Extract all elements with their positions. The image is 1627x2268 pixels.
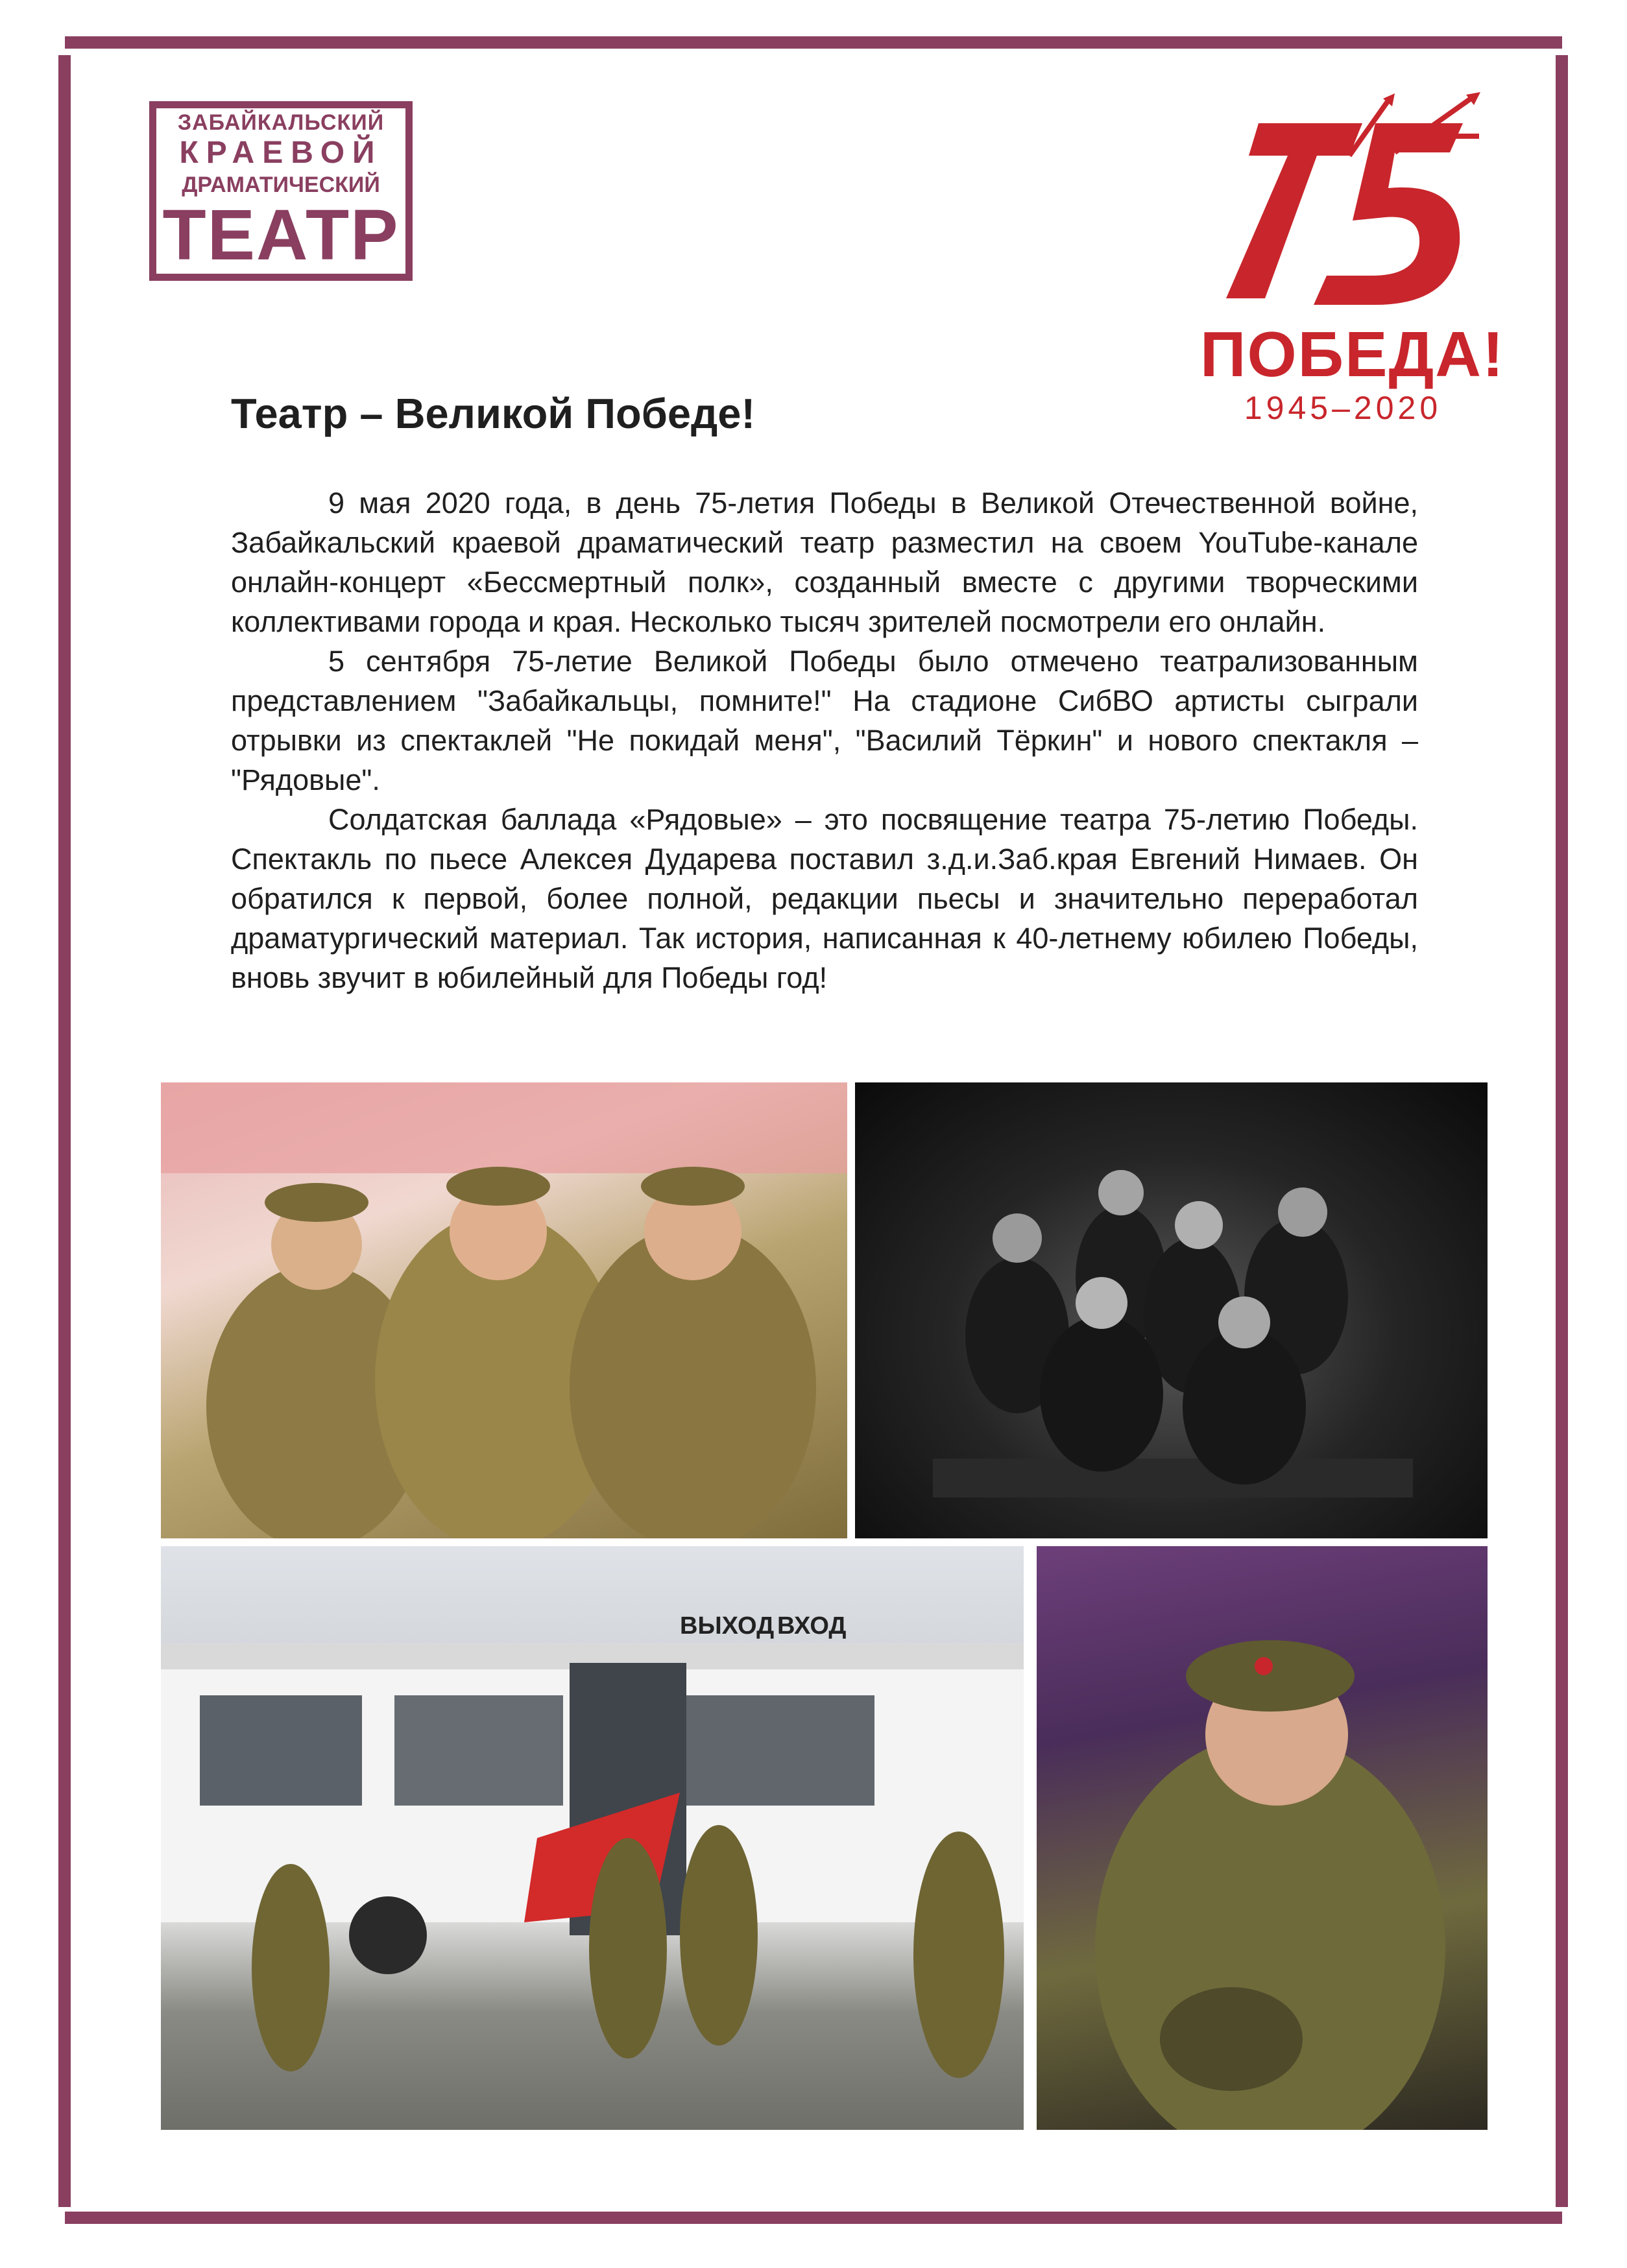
frame-left-line	[58, 55, 71, 2207]
victory-75-emblem	[1200, 84, 1505, 428]
paragraph-3: Солдатская баллада «Рядовые» – это посвящение театра 75-летию Победы. Спектакль по пьесе Алексея Дударева поставил з.д.и.Заб.края Евгений Нимаев. Он обратился к первой, более полной, редакции пьесы и значительно переработал драматургический материал. Так история, написанная к 40-летнему юбилею Победы, вновь звучит в юбилейный для Победы год!	[231, 803, 1418, 994]
photo-actors-stage	[855, 1082, 1488, 1538]
article-body	[231, 483, 1418, 997]
frame-top-line	[65, 36, 1562, 49]
emblem-75-graphic	[1200, 84, 1486, 318]
logo-line-1: ЗАБАЙКАЛЬСКИЙ	[177, 110, 385, 135]
page-title: Театр – Великой Победе!	[231, 390, 756, 437]
paragraph-2: 5 сентября 75-летие Великой Победы было отмечено театрализованным представлением "Забайкальцы, помните!" На стадионе СибВО артисты сыграли отрывки из спектаклей "Не покидай меня", "Василий Тёркин" и нового спектакля – "Рядовые".	[231, 645, 1418, 796]
emblem-years: 1945–2020	[1244, 390, 1442, 426]
emblem-victory-word: ПОБЕДА!	[1200, 318, 1505, 390]
photo-soldiers-singing	[161, 1082, 847, 1538]
paragraph-1: 9 мая 2020 года, в день 75-летия Победы в Великой Отечественной войне, Забайкальский краевой драматический театр разместил на своем YouTube-канале онлайн-концерт «Бессмертный полк», созданный вместе с другими творческими коллективами города и края. Несколько тысяч зрителей посмотрели его онлайн.	[231, 486, 1418, 638]
photo-trolleybus-performance	[161, 1546, 1024, 2130]
bus-sign-enter: ВХОД	[777, 1612, 847, 1640]
frame-bottom-line	[65, 2212, 1562, 2224]
logo-line-2: КРАЕВОЙ	[179, 135, 383, 170]
logo-line-4: ТЕАТР	[162, 195, 400, 275]
bus-sign-exit: ВЫХОД	[680, 1612, 775, 1640]
logo-line-3: ДРАМАТИЧЕСКИЙ	[182, 172, 380, 197]
theatre-logo	[149, 101, 413, 281]
photo-soldier-portrait	[1037, 1546, 1488, 2130]
frame-right-line	[1556, 55, 1568, 2207]
